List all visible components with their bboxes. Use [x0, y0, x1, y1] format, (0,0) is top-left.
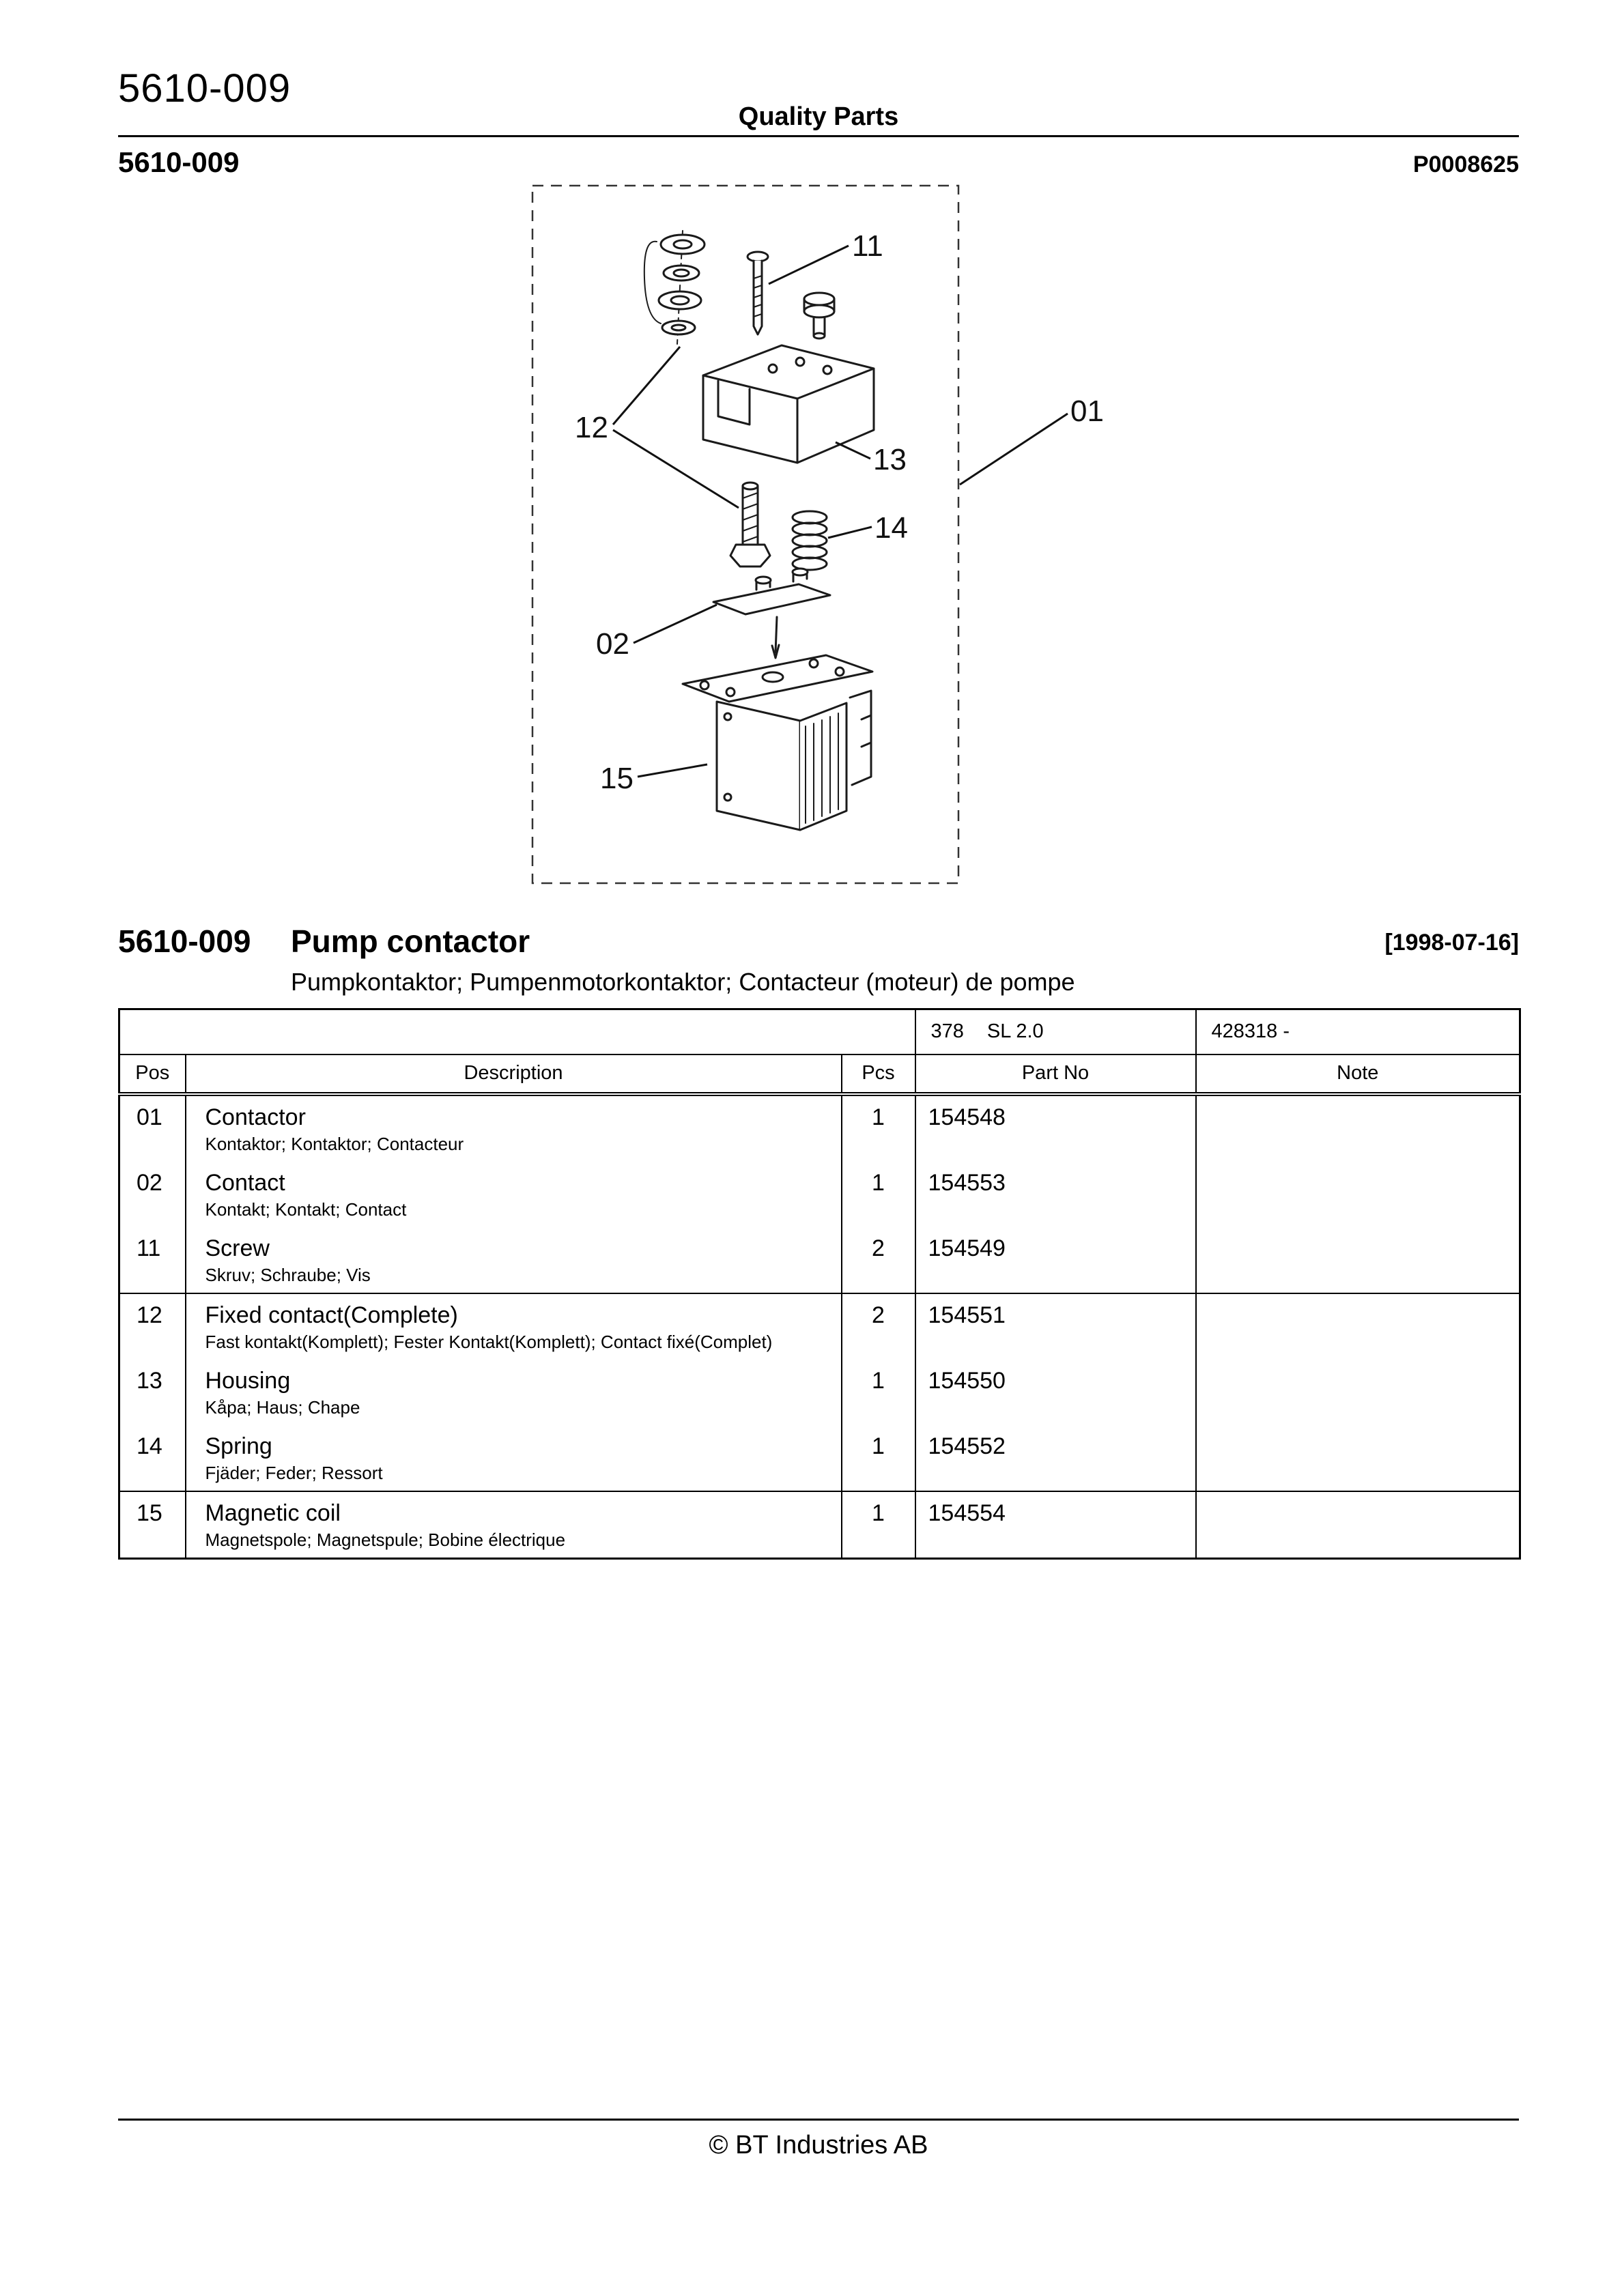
description-main: Screw	[205, 1235, 270, 1261]
description-translations: Skruv; Schraube; Vis	[205, 1264, 371, 1285]
part-label-02: 02	[596, 627, 629, 661]
description-translations: Fast kontakt(Komplett); Fester Kontakt(Komplett); Contact fixé(Complet)	[205, 1331, 773, 1352]
pcs-cell: 1	[842, 1425, 915, 1491]
pcs-cell: 1	[842, 1094, 915, 1162]
page-title: Pump contactor	[291, 923, 530, 959]
leader-line-14	[828, 527, 872, 538]
part-no-cell: 154548	[915, 1094, 1196, 1162]
copyright: © BT Industries AB	[709, 2131, 928, 2159]
part-label-13: 13	[873, 443, 907, 476]
table-row	[119, 1162, 1520, 1227]
part-label-12: 12	[575, 411, 608, 444]
section-heading	[118, 923, 1519, 1011]
part-no-cell: 154551	[915, 1293, 1196, 1360]
model-code: 378	[930, 1020, 964, 1043]
description-translations: Magnetspole; Magnetspule; Bobine électrique	[205, 1529, 566, 1550]
subheader-row	[118, 146, 1519, 179]
table-row	[119, 1293, 1520, 1360]
col-header-pos: Pos	[119, 1054, 186, 1094]
pcs-cell: 1	[842, 1162, 915, 1227]
serial-range: 428318 -	[1196, 1009, 1520, 1054]
footer-rule	[118, 2119, 1519, 2121]
description-cell	[186, 1360, 842, 1425]
pos-cell: 01	[137, 1104, 162, 1130]
leader-line-02	[634, 605, 717, 643]
description-cell	[186, 1491, 842, 1559]
brand-title: Quality Parts	[738, 102, 899, 131]
table-row	[119, 1094, 1520, 1162]
part-no-cell: 154552	[915, 1425, 1196, 1491]
description-main: Housing	[205, 1367, 291, 1394]
revision-date: [1998-07-16]	[1384, 930, 1519, 956]
description-cell	[186, 1094, 842, 1162]
part-label-15: 15	[600, 762, 634, 795]
note-cell	[1196, 1227, 1520, 1293]
table-header-row	[119, 1054, 1520, 1094]
leader-line-13	[836, 442, 870, 459]
pos-cell: 02	[137, 1169, 162, 1196]
part-no-cell: 154553	[915, 1162, 1196, 1227]
note-cell	[1196, 1162, 1520, 1227]
part-label-14: 14	[874, 511, 908, 545]
col-header-part-no: Part No	[915, 1054, 1196, 1094]
table-row	[119, 1491, 1520, 1559]
meta-empty-cell	[119, 1009, 915, 1054]
col-header-description: Description	[186, 1054, 842, 1094]
table-row	[119, 1425, 1520, 1491]
part-no-cell: 154549	[915, 1227, 1196, 1293]
part-label-11: 11	[852, 229, 883, 263]
note-cell	[1196, 1425, 1520, 1491]
description-translations: Kontakt; Kontakt; Contact	[205, 1199, 407, 1220]
description-main: Contactor	[205, 1104, 306, 1130]
part-no-cell: 154550	[915, 1360, 1196, 1425]
magnetic-coil-part	[683, 655, 872, 830]
plate-code: P0008625	[1412, 152, 1519, 177]
section-code: 5610-009	[118, 146, 240, 178]
header-rule	[118, 135, 1519, 137]
section-heading-number: 5610-009	[118, 923, 251, 959]
model-cell	[915, 1009, 1196, 1054]
description-cell	[186, 1425, 842, 1491]
note-cell	[1196, 1360, 1520, 1425]
leader-line-12a	[613, 347, 680, 425]
exploded-view-svg	[478, 176, 1201, 910]
parts-table	[118, 1008, 1521, 1560]
description-cell	[186, 1162, 842, 1227]
part-label-01: 01	[1070, 394, 1104, 428]
housing-part	[703, 345, 874, 463]
table-row	[119, 1227, 1520, 1293]
description-main: Contact	[205, 1169, 285, 1196]
part-no-cell: 154554	[915, 1491, 1196, 1559]
leader-line-01	[960, 414, 1068, 485]
note-cell	[1196, 1491, 1520, 1559]
pos-cell: 14	[119, 1425, 186, 1491]
description-translations: Fjäder; Feder; Ressort	[205, 1462, 383, 1483]
description-translations: Kåpa; Haus; Chape	[205, 1396, 360, 1418]
description-main: Spring	[205, 1433, 272, 1459]
terminal-stud-part	[804, 293, 834, 339]
col-header-note: Note	[1196, 1054, 1520, 1094]
note-cell	[1196, 1293, 1520, 1360]
description-cell	[186, 1227, 842, 1293]
spring-part	[793, 511, 827, 570]
moving-contact-part	[713, 569, 830, 658]
note-cell	[1196, 1094, 1520, 1162]
washer-stack-part	[644, 231, 705, 344]
pos-cell: 12	[137, 1302, 162, 1328]
description-translations: Kontaktor; Kontaktor; Contacteur	[205, 1133, 464, 1154]
pos-cell: 11	[119, 1227, 186, 1293]
exploded-diagram	[478, 176, 1201, 910]
leader-line-11	[769, 246, 849, 284]
pcs-cell: 1	[842, 1491, 915, 1559]
pos-cell: 13	[137, 1367, 162, 1394]
screw-part	[748, 252, 768, 334]
section-subtitle: Pumpkontaktor; Pumpenmotorkontaktor; Contacteur (moteur) de pompe	[291, 968, 1075, 996]
description-main: Fixed contact(Complete)	[205, 1302, 458, 1328]
description-main: Magnetic coil	[205, 1499, 341, 1526]
pcs-cell: 1	[842, 1360, 915, 1425]
col-header-pcs: Pcs	[842, 1054, 915, 1094]
doc-number-header: 5610-009	[118, 66, 291, 111]
table-meta-row	[119, 1009, 1520, 1054]
pcs-cell: 2	[842, 1293, 915, 1360]
contact-bolt-part	[730, 483, 770, 566]
pos-cell: 15	[137, 1499, 162, 1526]
pcs-cell: 2	[842, 1227, 915, 1293]
leader-line-15	[638, 764, 707, 777]
table-row	[119, 1360, 1520, 1425]
model-name: SL 2.0	[986, 1020, 1044, 1043]
description-cell	[186, 1293, 842, 1360]
